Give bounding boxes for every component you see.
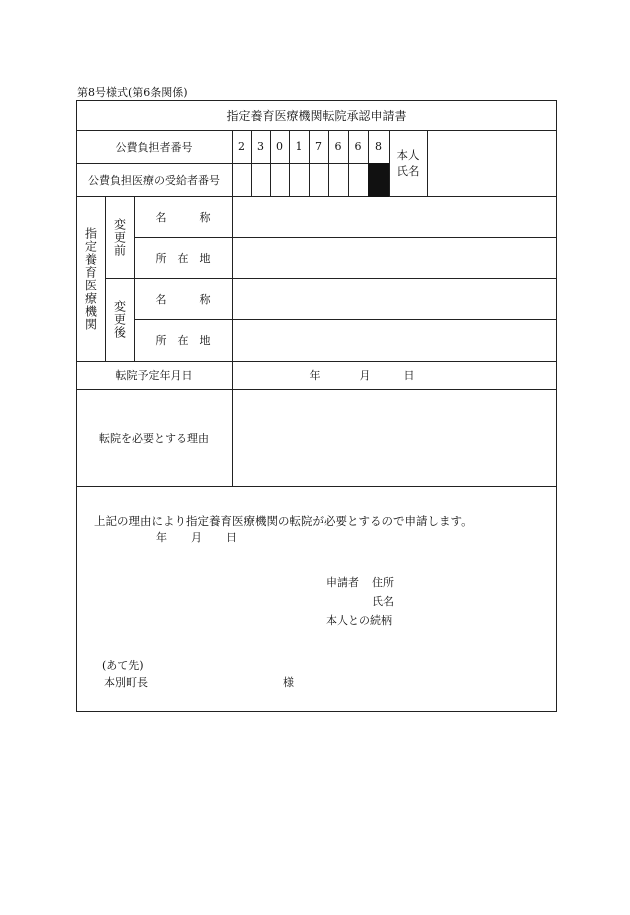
applicant-label: 申請者	[326, 576, 359, 589]
addressee-label: (あて先)	[102, 659, 144, 672]
payer-digit: 6	[334, 140, 342, 153]
payer-digit: 1	[295, 140, 303, 153]
before-address-field[interactable]	[233, 238, 556, 277]
after-address-field[interactable]	[233, 320, 556, 360]
recipient-digit-cell[interactable]	[271, 164, 289, 195]
after-label: 変更後	[112, 300, 127, 339]
payer-digit: 2	[238, 140, 245, 153]
reason-field[interactable]	[233, 390, 556, 485]
declaration-text: 上記の理由により指定養育医療機関の転院が必要とするので申請します。	[94, 514, 473, 528]
institution-label: 指定養育医療機関	[83, 226, 98, 331]
payer-digit: 6	[354, 140, 362, 153]
after-name-field[interactable]	[233, 279, 556, 318]
recipient-digit-cell[interactable]	[310, 164, 328, 195]
recipient-digit-cell[interactable]	[233, 164, 251, 195]
applicant-name-label: 氏名	[372, 595, 394, 608]
after-name-label: 名 称	[155, 292, 211, 306]
before-name-label: 名 称	[155, 210, 211, 224]
payer-digit: 7	[315, 140, 322, 153]
after-address-label: 所 在 地	[155, 334, 211, 347]
recipient-number-label: 公費負担医療の受給者番号	[88, 173, 220, 187]
relation-label: 本人との続柄	[326, 614, 392, 627]
before-label: 変更前	[112, 217, 127, 257]
reason-label: 転院を必要とする理由	[99, 431, 209, 445]
declaration-day: 日	[226, 531, 237, 544]
payer-digit: 3	[257, 140, 264, 153]
transfer-date-label: 転院予定年月日	[115, 369, 193, 382]
recipient-digit-cell[interactable]	[252, 164, 270, 195]
recipient-digit-cell[interactable]	[290, 164, 309, 195]
person-name-label: 本人 氏名	[396, 148, 420, 178]
transfer-month-label: 月	[359, 369, 371, 382]
transfer-year-label: 年	[309, 369, 321, 382]
applicant-address-label: 住所	[372, 576, 394, 589]
payer-digit: 0	[276, 140, 283, 153]
declaration-year: 年	[156, 531, 167, 544]
recipient-digit-cell[interactable]	[349, 164, 368, 195]
before-name-field[interactable]	[233, 197, 556, 236]
before-address-label: 所 在 地	[155, 251, 211, 265]
recipient-digit-cell[interactable]	[329, 164, 348, 195]
transfer-day-label: 日	[403, 369, 415, 382]
honorific-sama: 様	[283, 676, 294, 689]
form-title: 指定養育医療機関転院承認申請書	[226, 108, 407, 123]
declaration-month: 月	[191, 531, 202, 544]
person-name-field[interactable]	[428, 131, 556, 195]
payer-digit: 8	[375, 140, 382, 153]
mayor-label: 本別町長	[104, 676, 148, 689]
form-number: 第8号様式(第6条関係)	[77, 86, 188, 99]
payer-number-label: 公費負担者番号	[115, 140, 193, 154]
blacked-out-cell	[368, 163, 389, 197]
